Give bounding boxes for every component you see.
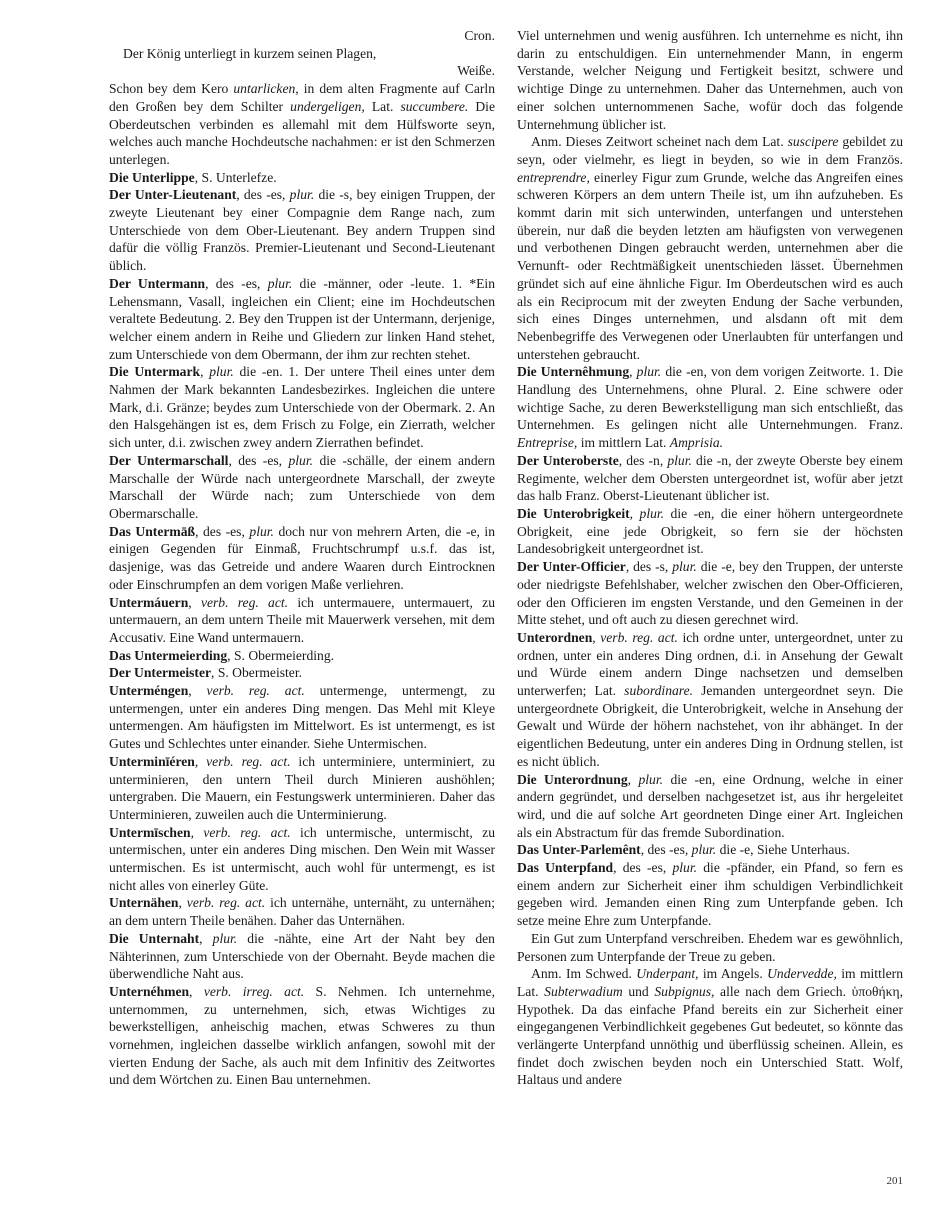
entry-unterordnen: Unterordnen, verb. reg. act. ich ordne unter, untergeordnet, unter zu ordnen, unter ein anderes Ding ordnen, d.i. in Ansehung der Gewalt und Würde einem andern Dinge nachsetzen und demselben unterwerfen; Lat. subordinare. Jemanden untergeordnet seyn. Die untergeordnete Obrigkeit, die Unterobrigkeit, welche in Ansehung der Gewalt und Würde der höhern nachstehet, von ihr abhänget. In der eigentlichen Bedeutung, unter ein anderes Ding in Ordnung stellen, ist es nicht üblich. (517, 629, 903, 769)
headword: Das Unterpfand (517, 860, 614, 876)
entry-untermass: Das Untermāß, des -es, plur. doch nur von mehrern Arten, die -e, in einigen Gegenden für Einmaß, Fruchtschrumpf u.s.f. das ist, dasjenige, was das Getreide und andere Waaren durch Eintrocknen oder Einschrumpfen an dem vorigen Maße verliehren. (109, 523, 495, 592)
headword: Die Unternaht (109, 930, 200, 946)
entry-unterlippe: Die Unterlippe, S. Unterlefze. (109, 169, 277, 185)
headword: Unternéhmen (109, 983, 190, 999)
entry-unterobrigkeit: Die Unterobrigkeit, plur. die -en, die einer höhern untergeordnete Obrigkeit, eine jede Obrigkeit, so fern sie der höchsten Landesobrigkeit untergeordnet ist. (517, 505, 903, 557)
headword: Der Unter-Officier (517, 559, 626, 575)
entry-unter-officier: Der Unter-Officier, des -s, plur. die -e, bey den Truppen, der unterste oder niedrigste Befehlshaber, welcher zwischen den Ober-Officieren, oder den Officieren im engsten Verstande, und den Gemeinen in der Mitte stehet, und oft auch zu diesen gerechnet wird. (517, 559, 903, 628)
entry-untermischen: Untermīschen, verb. reg. act. ich untermische, untermischt, zu untermischen, unter ein anderes Ding mischen. Den Wein mit Wasser untermischen. Es ist untermischt, auch wohl für untermengt, es ist nicht alles von einerley Güte. (109, 824, 496, 893)
headword: Der Unter-Lieutenant (109, 187, 237, 203)
entry-untermark: Die Untermark, plur. die -en. 1. Der untere Theil eines unter dem Nahmen der Mark bekannten Landesbezirkes. Ingleichen die untere Mark, d.i. Gränze; beydes zum Unterschiede von der Obermark. 2. An den Halsgehängen ist es, dem Frisch zu Folge, ein Zierrath, welcher sich unter, d.i. zwischen zwey andern Zierrathen befindet. (109, 364, 496, 451)
entry-unternehmung: Die Unternêhmung, plur. die -en, von dem vorigen Zeitworte. 1. Die Handlung des Unternehmens, ohne Plural. 2. Eine schwere oder wichtige Sache, zu deren Bewerkstelligung man sich entschließt, das Unternehmen. Es gelingen nicht alle Unternehmungen. Franz. Entreprise, im mittlern Lat. Amprisia. (517, 364, 903, 451)
entry-untermeierding: Das Untermeierding, S. Obermeierding. (109, 647, 335, 663)
headword: Untermīschen (109, 824, 191, 840)
headword: Unterméngen (109, 683, 189, 699)
entry-unterpfand-example: Ein Gut zum Unterpfand verschreiben. Ehedem war es gewöhnlich, Personen zum Unterpfande der Treue zu geben. (517, 930, 903, 964)
entry-unternaehen: Unternähen, verb. reg. act. ich unternähe, unternäht, zu unternähen; an dem untern Theile benähen. Daher das Unternähen. (109, 895, 496, 929)
entry-unterordnung: Die Unterordnung, plur. die -en, eine Ordnung, welche in einer andern gegründet, und derselben nachgesetzet ist, aus ihr hergeleitet wird, und die auf solche Art geordneten Dinge einer Art. Ingleichen als ein Abstractum für das fremde Subordination. (517, 771, 903, 840)
headword: Die Untermark (109, 364, 201, 380)
entry-untermengen: Unterméngen, verb. reg. act. untermenge, untermengt, zu untermengen, unter ein anderes Ding mengen. Das Mehl mit Kleye untermengen. Am häufigsten im Mittelwort. Es ist untermengt, es ist Gutes und Schlechtes unter einander. Siehe Untermischen. (109, 683, 495, 752)
entry-unter-lieutenant: Der Unter-Lieutenant, des -es, plur. die -s, bey einigen Truppen, der zweyte Lieutenant bey einer Compagnie dem Range nach, zum Unterschiede von dem Ober-Lieutenant. Bey andern Truppen sind dafür die völlig Französ. Premier-Lieutenant und Second-Lieutenant üblich. (109, 187, 495, 274)
entry-unternaht: Die Unternaht, plur. die -nähte, eine Art der Naht bey den Nähterinnen, zum Unterschiede von der Obernaht. Beyde machen die überwendliche Naht aus. (109, 930, 495, 982)
headword: Unterminīéren (109, 753, 195, 769)
entry-continuation: Viel unternehmen und wenig ausführen. Ich unternehme es nicht, ihn darin zu entschuldigen. Ein unternehmender Mann, in engerm Verstande, welcher Neigung und Fertigkeit besitzt, schwere und wichtige Dinge zu unternehmen. Daher das Unternehmen, auch von einer solchen unternommenen Sache, wofür doch das folgende Unternehmung üblicher ist. (517, 28, 903, 132)
page-number: 201 (886, 1175, 903, 1187)
entry-untermann: Der Untermann, des -es, plur. die -männer, oder -leute. 1. *Ein Lehensmann, Vasall, ingleichen ein Client; eine im Hochdeutschen veraltete Bedeutung. 2. Bey den Truppen ist der Untermann, derjenige, welcher einem andern in Reihe und Gliedern zur linken Hand stehet, zum Unterschiede von dem Obermann, der ihm zur rechten stehet. (109, 275, 495, 362)
headword: Das Unter-Parlemênt (517, 842, 641, 858)
headword: Der Untermann (109, 275, 206, 291)
entry-untermauern: Untermáuern, verb. reg. act. ich untermauere, untermauert, zu untermauern, an dem untern Theile mit Mauerwerk versehen, mit dem Accusativ. Eine Wand untermauern. (109, 594, 495, 645)
headword: Untermáuern (109, 594, 189, 610)
entry-note: Schon bey dem Kero untarlicken, in dem alten Fragmente auf Carln den Großen bey dem Schilter undergeligen, Lat. succumbere. Die Oberdeutschen verbinden es allemahl mit dem Hülfsworte seyn, welches auch manche Hochdeutsche nachahmen: er ist den Schmerzen unterlegen. (109, 81, 495, 167)
entry-unterminieren: Unterminīéren, verb. reg. act. ich unterminiere, unterminiert, zu unterminieren, den untern Theil durch Minieren aushöhlen; untergraben. Die Mauern, ein Festungswerk unterminieren. Daher das Unterminieren, zuweilen auch die Unterminierung. (109, 753, 495, 822)
entry-untermarschall: Der Untermarschall, des -es, plur. die -schälle, der einem andern Marschalle der Würde nach untergeordnete Marschall, der zweyte Marschall der Würde nach; zum Unterschiede von dem Obermarschalle. (109, 452, 495, 521)
headword: Der Untermeister (109, 665, 212, 681)
headword: Unterordnen (517, 629, 593, 645)
headword: Der Unteroberste (517, 452, 619, 468)
quote-source-cron: Cron. (464, 28, 495, 43)
entry-unteroberste: Der Unteroberste, des -n, plur. die -n, der zweyte Oberste bey einem Regimente, welcher dem Obersten untergeordnet ist, wofür aber jetzt das halb Franz. Oberst-Lieutenant üblicher ist. (517, 452, 904, 504)
headword: Das Untermāß (109, 523, 196, 539)
entry-unter-parlement: Das Unter-Parlemênt, des -es, plur. die -e, Siehe Unterhaus. (517, 842, 850, 858)
right-column (517, 27, 903, 1089)
entry-unternehmen: Unternéhmen, verb. irreg. act. S. Nehmen. Ich unternehme, unternommen, zu unternehmen, sich, etwas Wichtiges zu bewerkstelligen, anheischig machen, etwas Schweres zu thun vornehmen, ingleichen dasselbe wirklich anfangen, sowohl mit der vierten Endung der Sache, als auch mit dem Infinitiv des Zeitwortes und dem Wörtchen zu. Einen Bau unternehmen. (109, 983, 495, 1088)
headword: Die Unternêhmung (517, 364, 630, 380)
entry-anmerkung: Anm. Dieses Zeitwort scheinet nach dem Lat. suscipere gebildet zu seyn, oder vielmehr, es liegt in beyden, so wie in dem Französ. entreprendre, einerley Figur zum Grunde, welche das Angreifen eines schweren Körpers an dem untern Theile ist, um ihn aufzuheben. Es kommt darin mit sich unterwinden, unterfangen und unterstehen überein, nur daß die beyden letzten am häufigsten von verwegenen und verbothenen Dingen gebraucht werden, unternehmen aber die Vernunft- oder Rechtmäßigkeit unentschieden lässet. Übernehmen gründet sich auf eine ähnliche Figur. Im Oberdeutschen wird es auch als ein Reciprocum mit der zweyten Endung der Sache verbunden, sich eines Dinges unternehmen, und alsdann oft mit dem Nebenbegriffe des Verwegenen oder Unerlaubten für unterfangen und unterstehen gebraucht. (517, 134, 903, 362)
quote-source-weisse: Weiße. (457, 63, 495, 79)
entry-unterpfand: Das Unterpfand, des -es, plur. die -pfänder, ein Pfand, so fern es einem andern zur Sicherheit einer ihm schuldigen Verbindlichkeit gegeben wird. Jemanden einen Ring zum Unterpfande geben. Ich setze meine Ehre zum Unterpfande. (517, 860, 903, 929)
headword: Die Unterlippe (109, 169, 195, 185)
quote-verse: Der König unterliegt in kurzem seinen Plagen, (123, 45, 377, 61)
entry-untermeister: Der Untermeister, S. Obermeister. (109, 665, 303, 681)
headword: Die Unterordnung (517, 771, 628, 787)
headword: Unternähen (109, 895, 179, 911)
headword: Das Untermeierding (109, 647, 228, 663)
left-column (109, 27, 495, 1089)
headword: Der Untermarschall (109, 452, 229, 468)
headword: Die Unterobrigkeit (517, 505, 630, 521)
entry-unterpfand-anmerkung: Anm. Im Schwed. Underpant, im Angels. Undervedde, im mittlern Lat. Subterwadium und Subpignus, alle nach dem Griech. ὑποθήκη, Hypothek. Da das einfache Pfand bereits ein zur Sicherheit einer eingegangenen Verbindlichkeit gegebenes Gut bedeutet, so könnte das verlängerte Unterpfand unnöthig und überflüssig scheinen. Allein, es findet doch zwischen beyden noch ein Unterschied Statt. Wolf, Haltaus und andere (517, 966, 903, 1088)
